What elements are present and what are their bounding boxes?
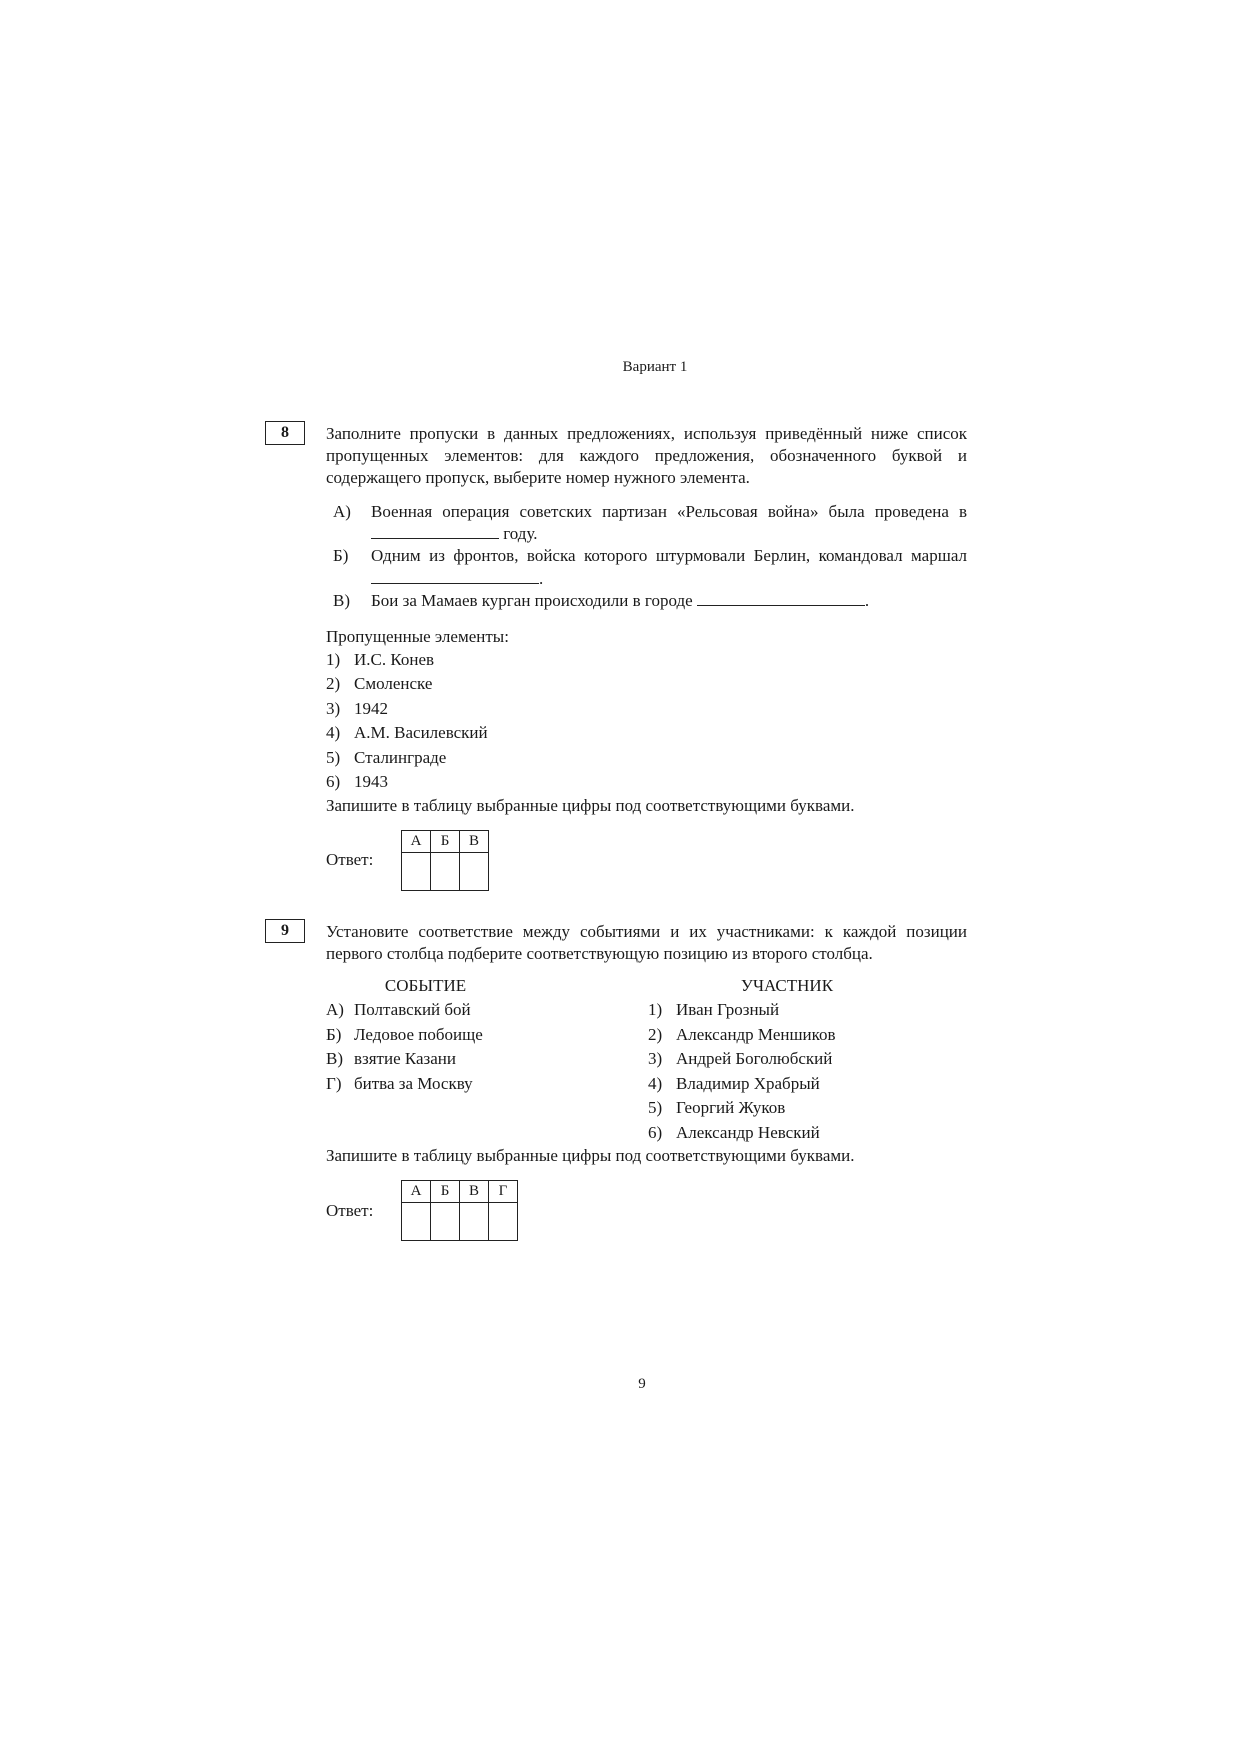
matching-columns (326, 975, 967, 1145)
sentence-text-after: году. (503, 524, 538, 544)
answer-input-cell[interactable] (402, 1203, 431, 1241)
list-item: А) Полтавский бой (326, 1000, 471, 1020)
answer-input-cell[interactable] (460, 1203, 489, 1241)
answer-input-cell[interactable] (402, 852, 431, 890)
events-header: СОБЫТИЕ (384, 976, 467, 996)
list-item: 6) Александр Невский (648, 1122, 820, 1142)
list-item: В) взятие Казани (326, 1049, 456, 1069)
q8-sentence-a (326, 501, 967, 545)
sentence-text: Бои за Мамаев курган происходили в городе (371, 590, 693, 610)
sentence-text-after: . (539, 568, 544, 588)
table-instruction: Запишите в таблицу выбранные цифры под соответствующими буквами. (326, 1146, 855, 1166)
question-number-8: 8 (265, 421, 305, 445)
q9-answer (326, 1180, 967, 1241)
sentence-letter: Б) (333, 546, 349, 566)
q8-sentences (326, 501, 967, 611)
elements-list (326, 648, 967, 795)
events-column (326, 975, 648, 1145)
sentence-text: Одним из фронтов, войска которого штурмовали Берлин, командовал маршал (371, 546, 967, 566)
list-item: 3) Андрей Боголюбский (648, 1049, 833, 1069)
sentence-letter: А) (333, 502, 351, 522)
answer-input-cell[interactable] (460, 852, 489, 890)
elements-title: Пропущенные элементы: (326, 626, 509, 646)
answer-blank (371, 569, 539, 584)
list-item: Г) битва за Москву (326, 1073, 473, 1093)
table-instruction: Запишите в таблицу выбранные цифры под соответствующими буквами. (326, 795, 855, 815)
answer-blank (371, 524, 499, 539)
list-item: 6) 1943 (326, 772, 388, 792)
answer-letter-cell: А (402, 1181, 431, 1203)
list-item: 2) Александр Меншиков (648, 1024, 836, 1044)
sentence-letter: В) (333, 590, 350, 610)
answer-input-cell[interactable] (431, 1203, 460, 1241)
answer-letter-cell: В (460, 1181, 489, 1203)
list-item: 4) Владимир Храбрый (648, 1073, 820, 1093)
sentence-text: Военная операция советских партизан «Рельсовая война» была проведена в (371, 502, 967, 522)
answer-letter-cell: Б (431, 1181, 460, 1203)
list-item: 4) А.М. Василевский (326, 723, 488, 743)
answer-label: Ответ: (326, 850, 374, 870)
sentence-text-after: . (864, 590, 870, 610)
list-item: Б) Ледовое побоище (326, 1024, 483, 1044)
answer-letter-cell: А (402, 830, 431, 852)
answer-letter-cell: Г (489, 1181, 518, 1203)
list-item: 5) Сталинграде (326, 747, 447, 767)
q8-answer (326, 830, 967, 891)
answer-letter-cell: В (460, 830, 489, 852)
variant-header: Вариант 1 (622, 359, 688, 375)
q9-answer-table (401, 1180, 518, 1241)
question-9 (326, 921, 967, 1241)
list-item: 5) Георгий Жуков (648, 1098, 786, 1118)
page-number: 9 (638, 1376, 646, 1392)
answer-input-cell[interactable] (489, 1203, 518, 1241)
q8-sentence-c (326, 590, 967, 612)
list-item: 1) И.С. Конев (326, 649, 435, 669)
question-number-9: 9 (265, 919, 305, 943)
answer-input-cell[interactable] (431, 852, 460, 890)
question-8 (326, 423, 967, 891)
list-item: 3) 1942 (326, 698, 388, 718)
q8-sentence-b (326, 545, 967, 589)
answer-blank (697, 591, 865, 606)
q9-instruction: Установите соответствие между событиями и их участниками: к каждой позиции первого столбца подберите соответствующую позицию из второго столбца. (326, 922, 967, 964)
q8-instruction: Заполните пропуски в данных предложениях, используя приведённый ниже список пропущенных элементов: для каждого предложения, обозначенного буквой и содержащего пропуск, выберите номер нужного элемента. (326, 424, 967, 488)
q8-answer-table (401, 830, 489, 891)
list-item: 2) Смоленске (326, 674, 433, 694)
participants-header: УЧАСТНИК (740, 976, 834, 996)
participants-column (648, 975, 967, 1145)
answer-label: Ответ: (326, 1200, 374, 1220)
answer-letter-cell: Б (431, 830, 460, 852)
list-item: 1) Иван Грозный (648, 1000, 780, 1020)
